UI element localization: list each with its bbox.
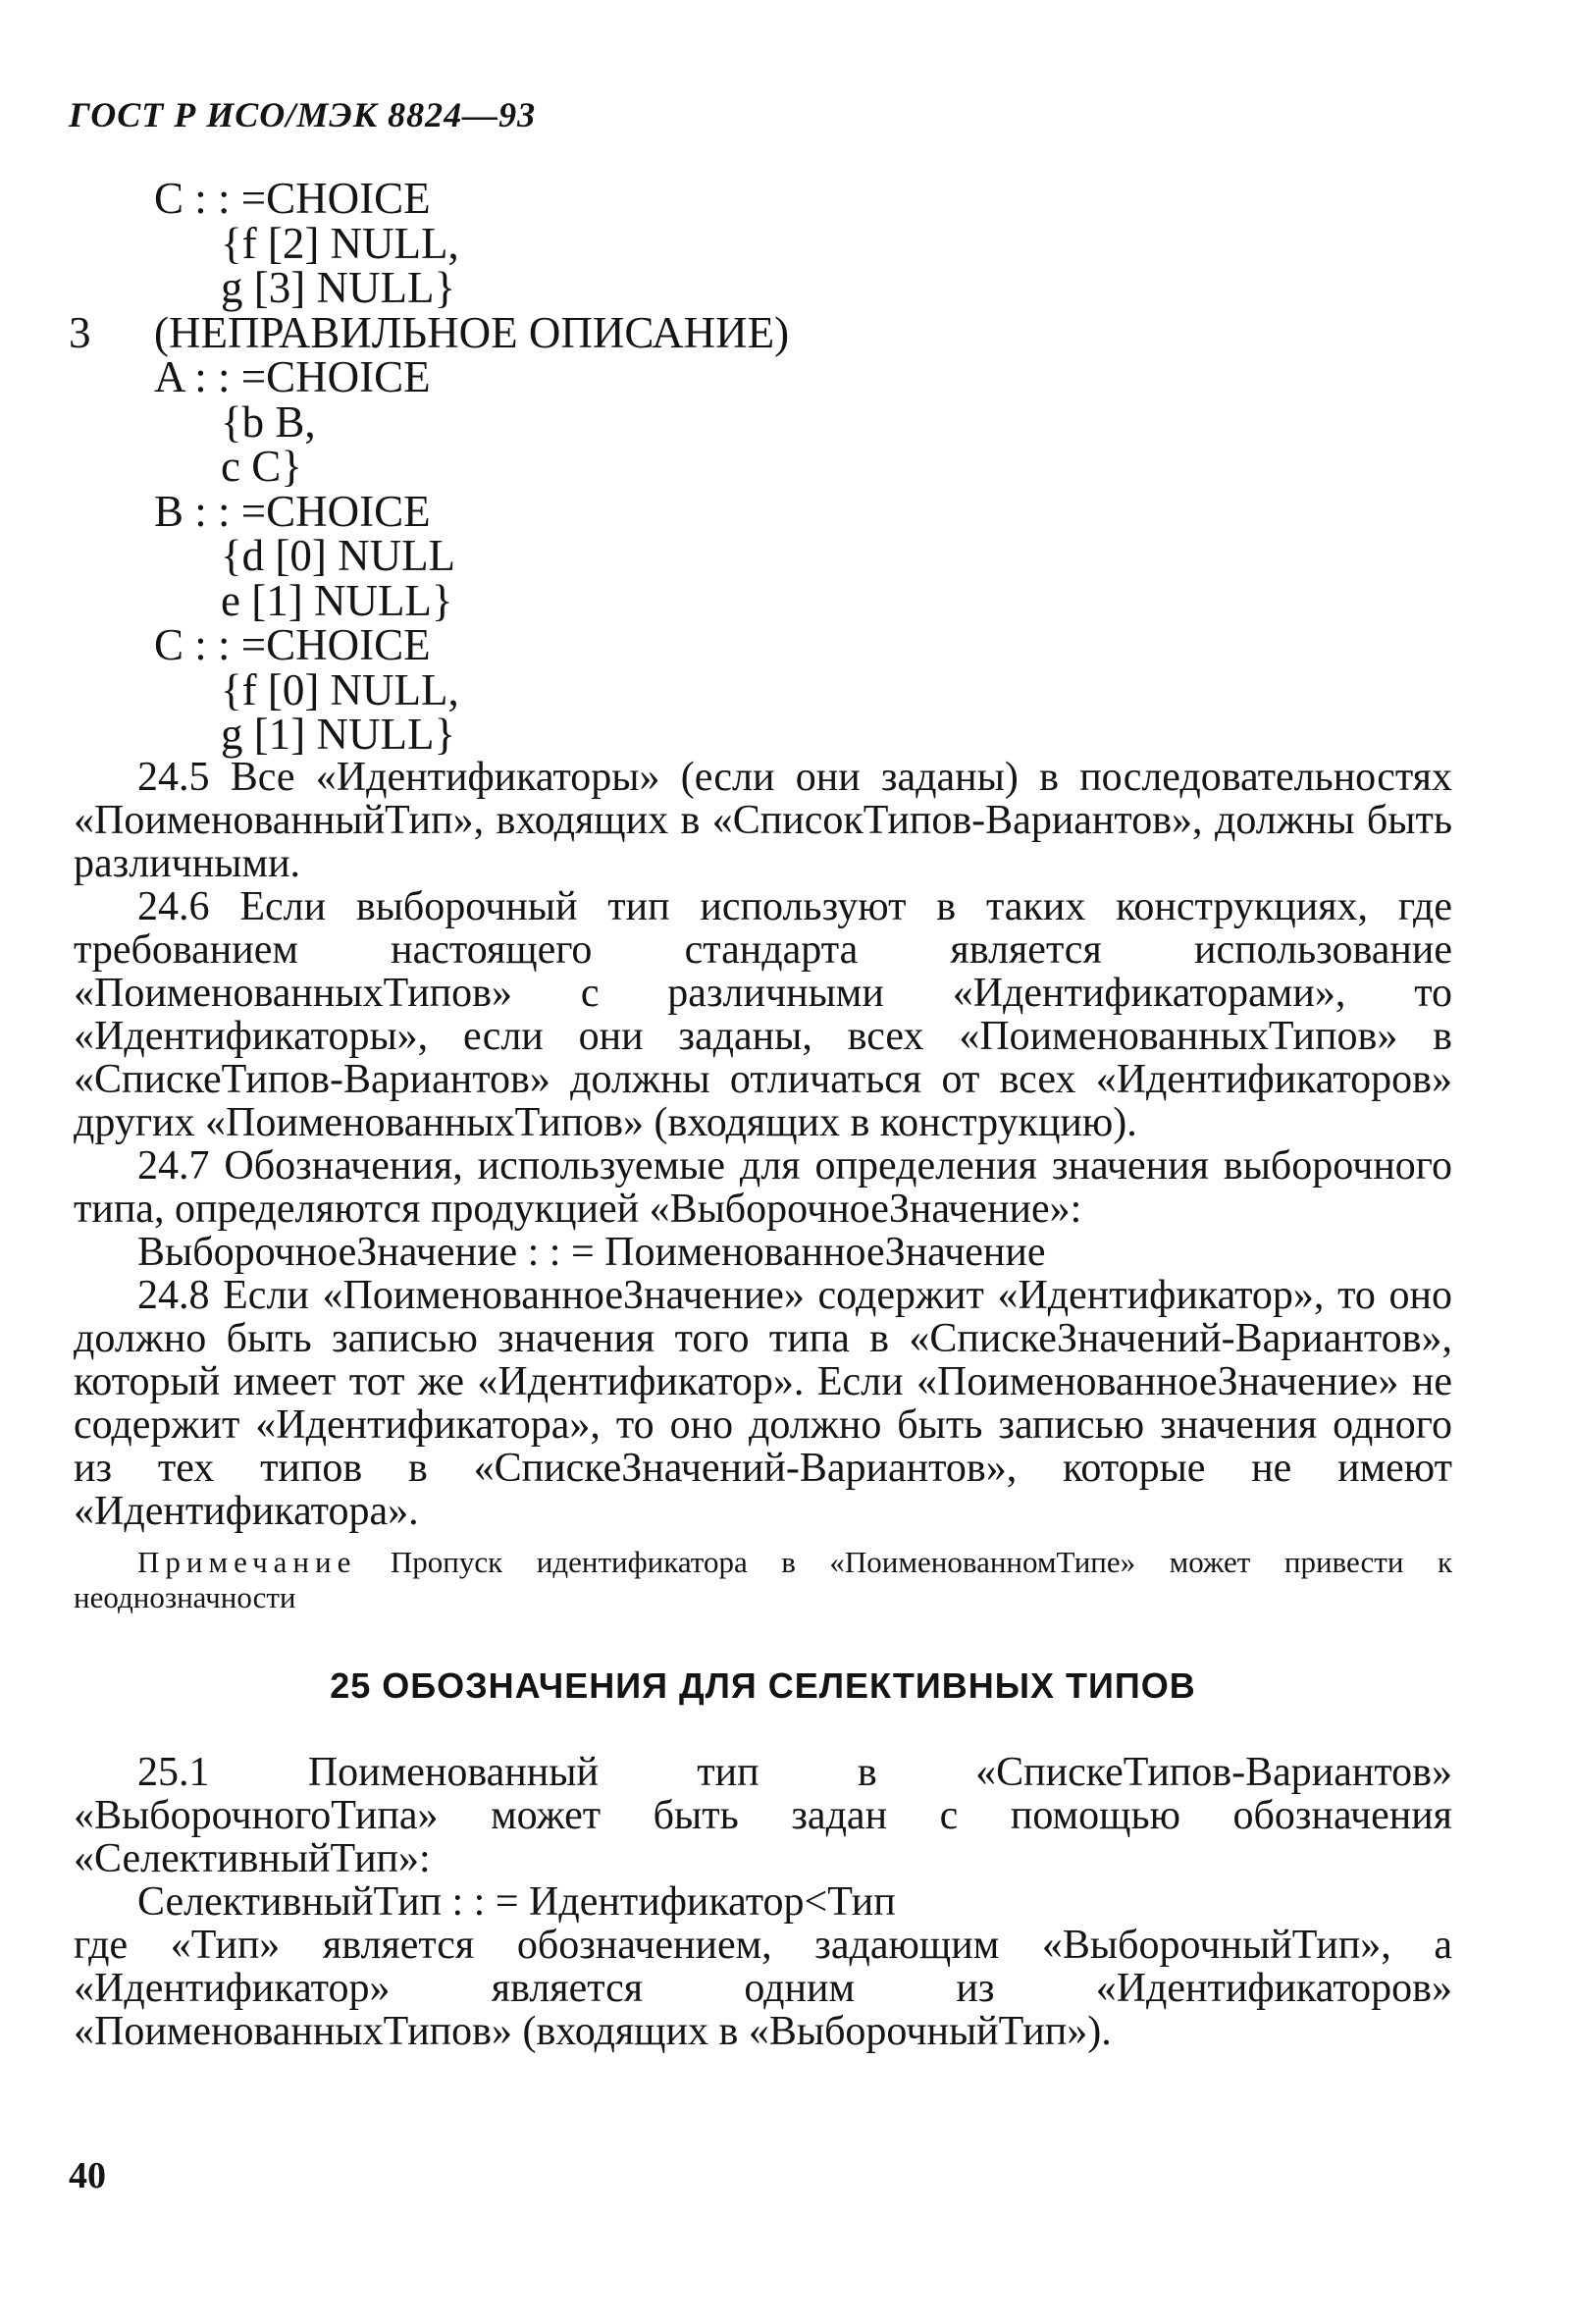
code-line (69, 620, 1442, 669)
asn1-code-block (69, 174, 1442, 759)
section-heading-25: 25 ОБОЗНАЧЕНИЯ ДЛЯ СЕЛЕКТИВНЫХ ТИПОВ (330, 1665, 1196, 1706)
code-text: g [3] NULL} (221, 263, 456, 312)
paragraph-25-1-continued: где «Тип» является обозначением, задающим «ВыборочныйТип», а «Идентификатор» является одним из «Идентификаторов» «ПоименованныхТипов» (входящих в «ВыборочныйТип»). (74, 1923, 1452, 2054)
paragraph-24-7: 24.7 Обозначения, используемые для определения значения выборочного типа, определяются продукцией «ВыборочноеЗначение»: (74, 1143, 1452, 1232)
code-line (69, 174, 1442, 223)
paragraph-24-5: 24.5 Все «Идентификаторы» (если они заданы) в последовательностях «ПоименованныйТип», входящих в «СписокТипов-Вариантов», должны быть различными. (74, 755, 1452, 886)
code-text: {f [0] NULL, (221, 664, 459, 714)
code-line (69, 442, 1442, 491)
formula-choice-value: ВыборочноеЗначение : : = ПоименованноеЗначение (137, 1230, 1046, 1275)
code-line (69, 352, 1442, 401)
formula-selection-type: СелективныйТип : : = Идентификатор<Тип (137, 1879, 896, 1925)
code-line (69, 664, 1442, 714)
paragraph-24-8: 24.8 Если «ПоименованноеЗначение» содержит «Идентификатор», то оно должно быть записью значения того типа в «СпискеЗначений-Вариантов», который имеет тот же «Идентификатор». Если «ПоименованноеЗначение» не содержит «Идентификатора», то оно должно быть записью значения одного из тех типов в «СпискеЗначений-Вариантов», которые не имеют «Идентификатора». (74, 1273, 1452, 1534)
code-text: C : : =CHOICE (154, 174, 431, 223)
code-text: A : : =CHOICE (154, 352, 431, 401)
code-line (69, 307, 1442, 357)
body-text (74, 756, 1452, 2053)
code-line (69, 263, 1442, 312)
code-text: B : : =CHOICE (154, 486, 431, 536)
code-text: g [1] NULL} (221, 710, 456, 759)
code-text: {f [2] NULL, (221, 218, 459, 268)
code-line (69, 396, 1442, 447)
code-text: C : : =CHOICE (154, 620, 431, 669)
code-item-number: 3 (69, 307, 91, 357)
paragraph-25-1: 25.1 Поименованный тип в «СпискеТипов-Вариантов» «ВыборочногоТипа» может быть задан с помощью обозначения «СелективныйТип»: (74, 1750, 1452, 1881)
note (74, 1545, 1452, 1615)
code-text: {d [0] NULL (221, 531, 456, 580)
code-text: {b B, (221, 396, 316, 447)
note-label: Примечание (137, 1545, 357, 1579)
page-number: 40 (69, 2155, 106, 2196)
code-line (69, 531, 1442, 580)
code-text: (НЕПРАВИЛЬНОЕ ОПИСАНИЕ) (154, 307, 790, 357)
paragraph-24-6: 24.6 Если выборочный тип используют в таких конструкциях, где требованием настоящего стандарта является использование «ПоименованныхТипов» с различными «Идентификаторами», то «Идентификаторы», если они заданы, всех «ПоименованныхТипов» в «СпискеТипов-Вариантов» должны отличаться от всех «Идентификаторов» других «ПоименованныхТипов» (входящих в конструкцию). (74, 884, 1452, 1145)
code-line (69, 575, 1442, 625)
code-line (69, 486, 1442, 536)
code-line (69, 218, 1442, 268)
note-text: Пропуск идентификатора в «ПоименованномТипе» может привести к неоднозначности (74, 1545, 1452, 1614)
code-text: c C} (221, 442, 302, 491)
running-header: ГОСТ Р ИСО/МЭК 8824—93 (69, 95, 537, 134)
code-text: e [1] NULL} (221, 575, 453, 625)
code-line (69, 710, 1442, 759)
